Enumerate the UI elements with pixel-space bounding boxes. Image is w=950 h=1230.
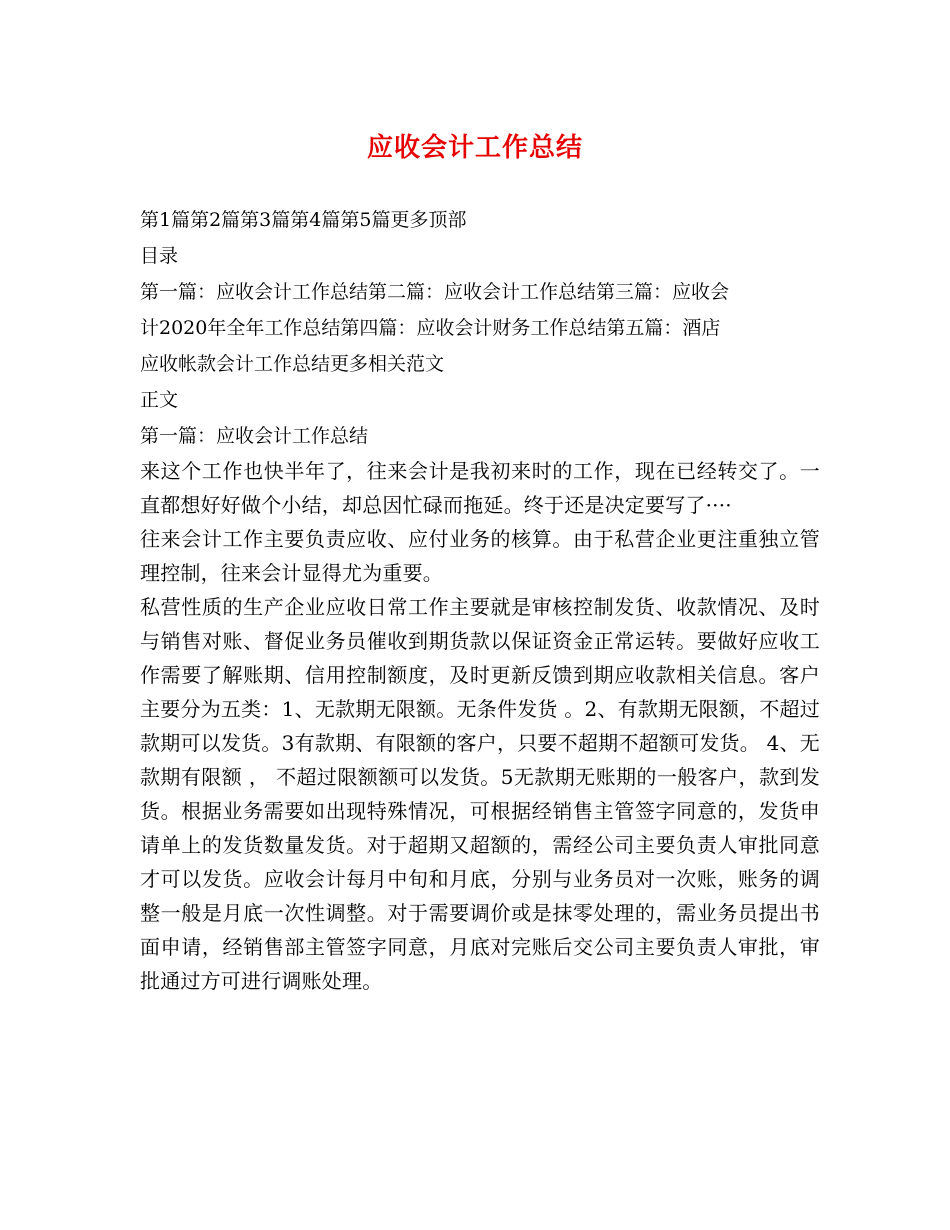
paragraph: 来这个工作也快半年了，往来会计是我初来时的工作，现在已经转交了。一直都想好好做个小结，却总因忙碌而拖延。终于还是决定要写了···· [140, 459, 820, 517]
nav-links[interactable]: 第1篇第2篇第3篇第4篇第5篇更多顶部 [140, 209, 467, 231]
toc-line: 第一篇：应收会计工作总结第二篇：应收会计工作总结第三篇：应收会 [140, 281, 730, 303]
body-heading: 正文 [140, 389, 179, 411]
section-title: 第一篇：应收会计工作总结 [140, 425, 369, 447]
toc-line: 应收帐款会计工作总结更多相关范文 [140, 353, 445, 375]
document-title: 应收会计工作总结 [366, 133, 583, 163]
toc-line: 计2020年全年工作总结第四篇：应收会计财务工作总结第五篇：酒店 [140, 317, 721, 339]
body-text [140, 454, 820, 998]
toc-heading: 目录 [140, 245, 179, 267]
paragraph: 往来会计工作主要负责应收、应付业务的核算。由于私营企业更注重独立管理控制，往来会计显得尤为重要。 [140, 527, 820, 585]
paragraph: 私营性质的生产企业应收日常工作主要就是审核控制发货、收款情况、及时与销售对账、督促业务员催收到期货款以保证资金正常运转。要做好应收工作需要了解账期、信用控制额度，及时更新反馈到期应收款相关信息。客户主要分为五类：1、无款期无限额。无条件发货 。2、有款期无限额，不超过款期可以发货。3有款期、有限额的客户，只要不超期不超额可发货。 4、无款期有限额 ， 不超过限额额可以发货。5无款期无账期的一般客户，款到发货。根据业务需要如出现特殊情况，可根据经销售主管签字同意的，发货申请单上的发货数量发货。对于超期又超额的，需经公司主要负责人审批同意才可以发货。应收会计每月中旬和月底，分别与业务员对一次账，账务的调整一般是月底一次性调整。对于需要调价或是抹零处理的，需业务员提出书面申请，经销售部主管签字同意，月底对完账后交公司主要负责人审批，审批通过方可进行调账处理。 [140, 595, 820, 993]
document-content [140, 202, 820, 998]
